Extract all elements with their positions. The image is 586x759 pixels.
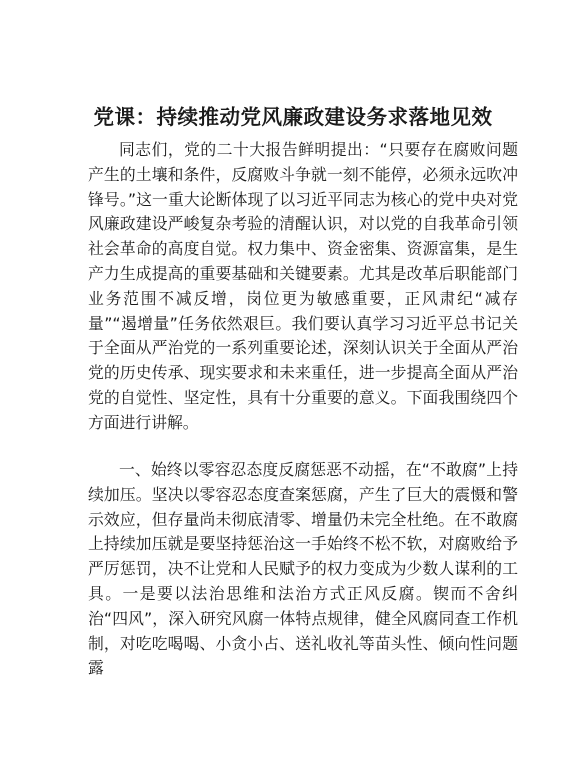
document-title: 党课：持续推动党风廉政建设务求落地见效 (93, 105, 493, 129)
paragraph-section-one: 一、始终以零容忍态度反腐惩恶不动摇，在“不敢腐”上持续加压。坚决以零容忍态度查案惩腐，产生了巨大的震慑和警示效应，但存量尚未彻底清零、增量仍未完全杜绝。在不敢腐上持续加压就是要坚持惩治这一手始终不松不软，对腐败给予严厉惩罚，决不让党和人民赋予的权力变成为少数人谋利的工具。一是要以法治思维和法治方式正风反腐。锲而不舍纠治“四风”，深入研究风腐一体特点规律，健全风腐同查工作机制，对吃吃喝喝、小贪小占、送礼收礼等苗头性、倾向性问题露 (88, 460, 518, 678)
paragraph-intro: 同志们，党的二十大报告鲜明提出：“只要存在腐败问题产生的土壤和条件，反腐败斗争就一刻不能停，必须永远吹冲锋号。”这一重大论断体现了以习近平同志为核心的党中央对党风廉政建设严峻复杂考验的清醒认识，对以党的自我革命引领社会革命的高度自觉。权力集中、资金密集、资源富集，是生产力生成提高的重要基础和关键要素。尤其是改革后职能部门业务范围不减反增，岗位更为敏感重要，正风肃纪“减存量”“遏增量”任务依然艰巨。我们要认真学习习近平总书记关于全面从严治党的一系列重要论述，深刻认识关于全面从严治党的历史传承、现实要求和未来重任，进一步提高全面从严治党的自觉性、坚定性，具有十分重要的意义。下面我围绕四个方面进行讲解。 (88, 140, 518, 432)
